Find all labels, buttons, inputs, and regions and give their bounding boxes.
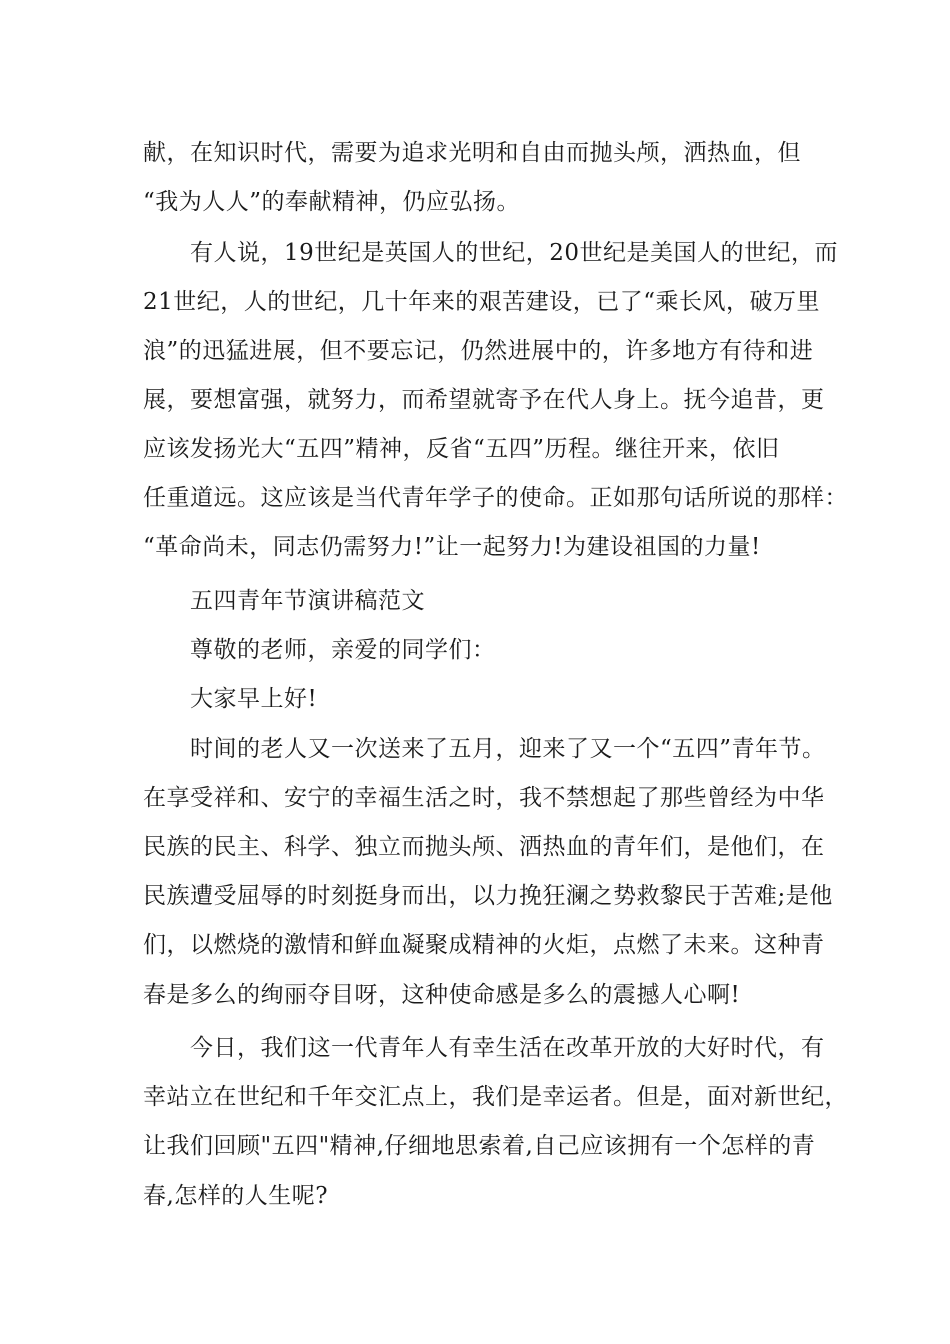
text-line: 21世纪，人的世纪，几十年来的艰苦建设，已了“乘长风，破万里 [143, 289, 821, 315]
text-line: 民族的民主、科学、独立而抛头颅、洒热血的青年们，是他们，在 [143, 834, 825, 860]
text-line: 浪”的迅猛进展，但不要忘记，仍然进展中的，许多地方有待和进 [143, 338, 814, 364]
text-line: 们，以燃烧的激情和鲜血凝聚成精神的火炬，点燃了未来。这种青 [143, 932, 825, 958]
paragraph-start-line: 时间的老人又一次送来了五月，迎来了又一个“五四”青年节。 [190, 736, 826, 762]
text-line: 献，在知识时代，需要为追求光明和自由而抛头颅，洒热血，但 [143, 140, 801, 166]
text-line: 在享受祥和、安宁的幸福生活之时，我不禁想起了那些曾经为中华 [143, 785, 825, 811]
greeting: 大家早上好! [190, 686, 318, 712]
text-line: “革命尚未，同志仍需努力!”让一起努力!为建设祖国的力量! [143, 534, 761, 560]
text-line: 任重道远。这应该是当代青年学子的使命。正如那句话所说的那样： [143, 485, 848, 511]
paragraph-start-line: 有人说，19世纪是英国人的世纪，20世纪是美国人的世纪，而 [190, 240, 839, 266]
salutation: 尊敬的老师，亲爱的同学们： [190, 637, 496, 663]
text-line: 春,怎样的人生呢? [143, 1183, 329, 1209]
text-line: 让我们回顾"五四"精神,仔细地思索着,自己应该拥有一个怎样的青 [143, 1133, 816, 1159]
text-line: 应该发扬光大“五四”精神，反省“五四”历程。继往开来，依旧 [143, 436, 780, 462]
text-line: 展，要想富强，就努力，而希望就寄予在代人身上。抚今追昔，更 [143, 387, 825, 413]
section-title: 五四青年节演讲稿范文 [190, 588, 425, 614]
text-line: “我为人人”的奉献精神，仍应弘扬。 [143, 189, 521, 215]
text-line: 民族遭受屈辱的时刻挺身而出，以力挽狂澜之势救黎民于苦难;是他 [143, 883, 833, 909]
text-line: 幸站立在世纪和千年交汇点上，我们是幸运者。但是，面对新世纪， [143, 1084, 848, 1110]
paragraph-start-line: 今日，我们这一代青年人有幸生活在改革开放的大好时代，有 [190, 1035, 825, 1061]
text-line: 春是多么的绚丽夺目呀，这种使命感是多么的震撼人心啊! [143, 982, 741, 1008]
